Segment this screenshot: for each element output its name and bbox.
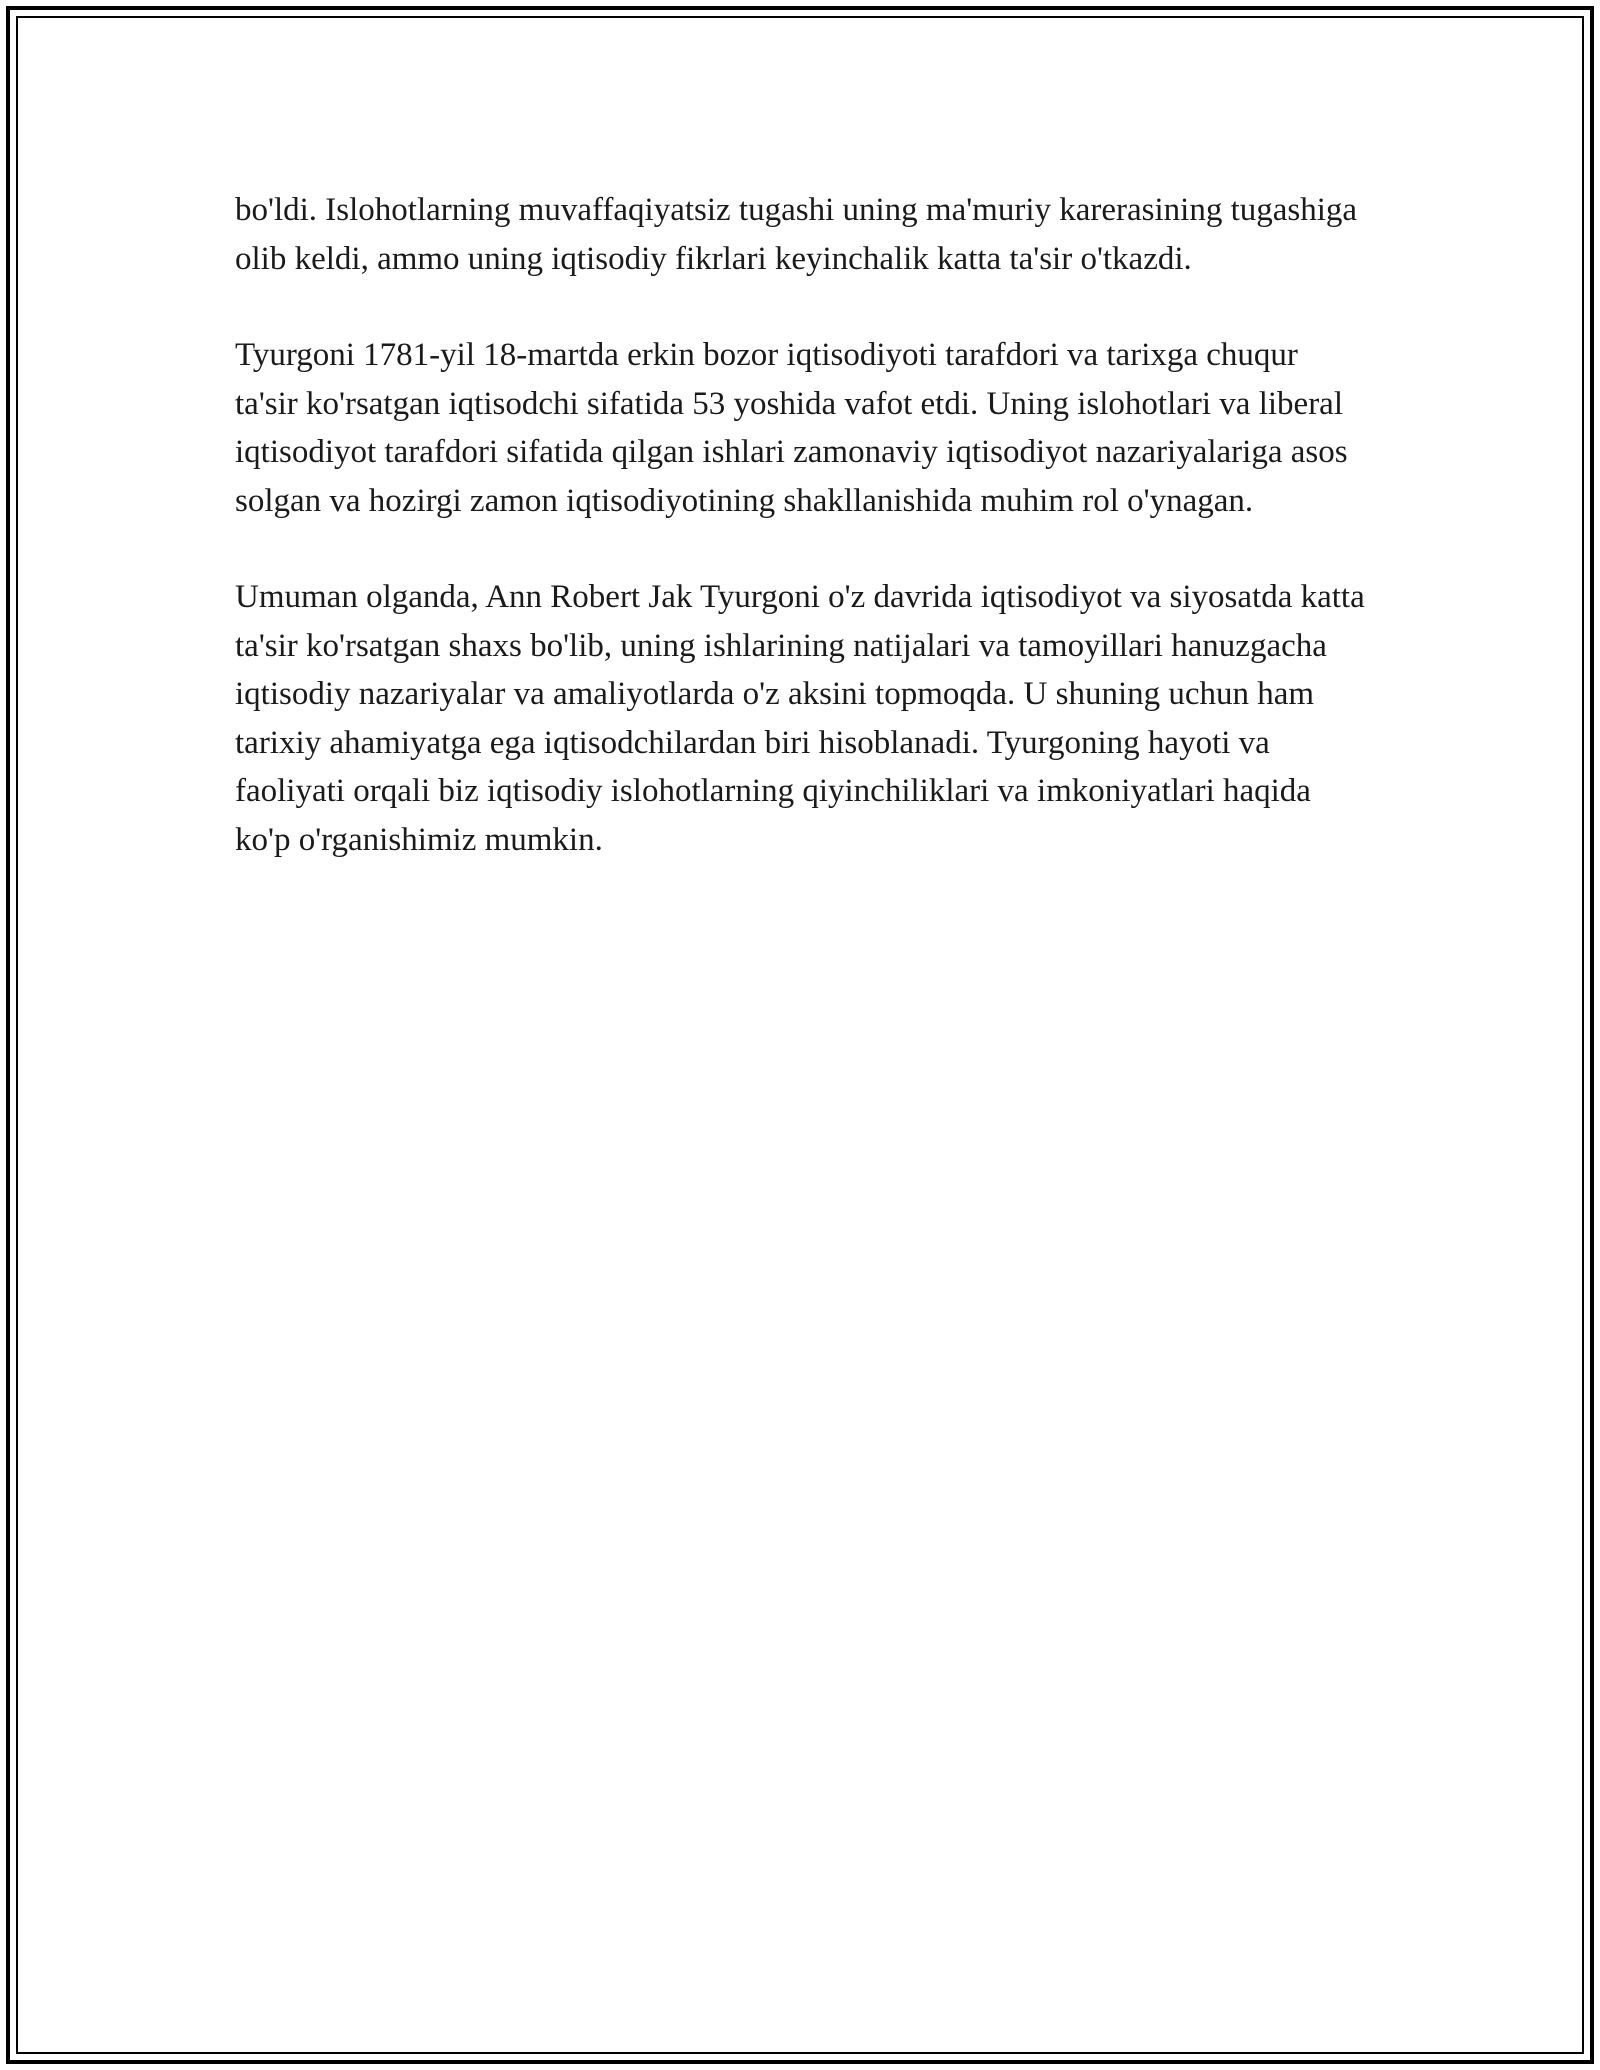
paragraph-3: Umuman olganda, Ann Robert Jak Tyurgoni o'z davrida iqtisodiyot va siyosatda katta ta'sir ko'rsatgan shaxs bo'lib, uning ishlarining natijalari va tamoyillari hanuzgacha iqtisodiy nazariyalar va amaliyotlarda o'z aksini topmoqda. U shuning uchun ham tarixiy ahamiyatga ega iqtisodchilardan biri hisoblanadi. Tyurgoning hayoti va faoliyati orqali biz iqtisodiy islohotlarning qiyinchiliklari va imkoniyatlari haqida ko'p o'rganishimiz mumkin.: [235, 579, 1365, 858]
paragraph-1: bo'ldi. Islohotlarning muvaffaqiyatsiz tugashi uning ma'muriy karerasining tugashiga olib keldi, ammo uning iqtisodiy fikrlari keyinchalik katta ta'sir o'tkazdi.: [235, 192, 1358, 277]
paragraph-2: Tyurgoni 1781-yil 18-martda erkin bozor iqtisodiyoti tarafdori va tarixga chuqur ta'sir ko'rsatgan iqtisodchi sifatida 53 yoshida vafot etdi. Uning islohotlari va liberal iqtisodiyot tarafdori sifatida qilgan ishlari zamonaviy iqtisodiyot nazariyalariga asos solgan va hozirgi zamon iqtisodiyotining shakllanishida muhim rol o'ynagan.: [235, 337, 1348, 519]
document-body: [235, 186, 1365, 912]
